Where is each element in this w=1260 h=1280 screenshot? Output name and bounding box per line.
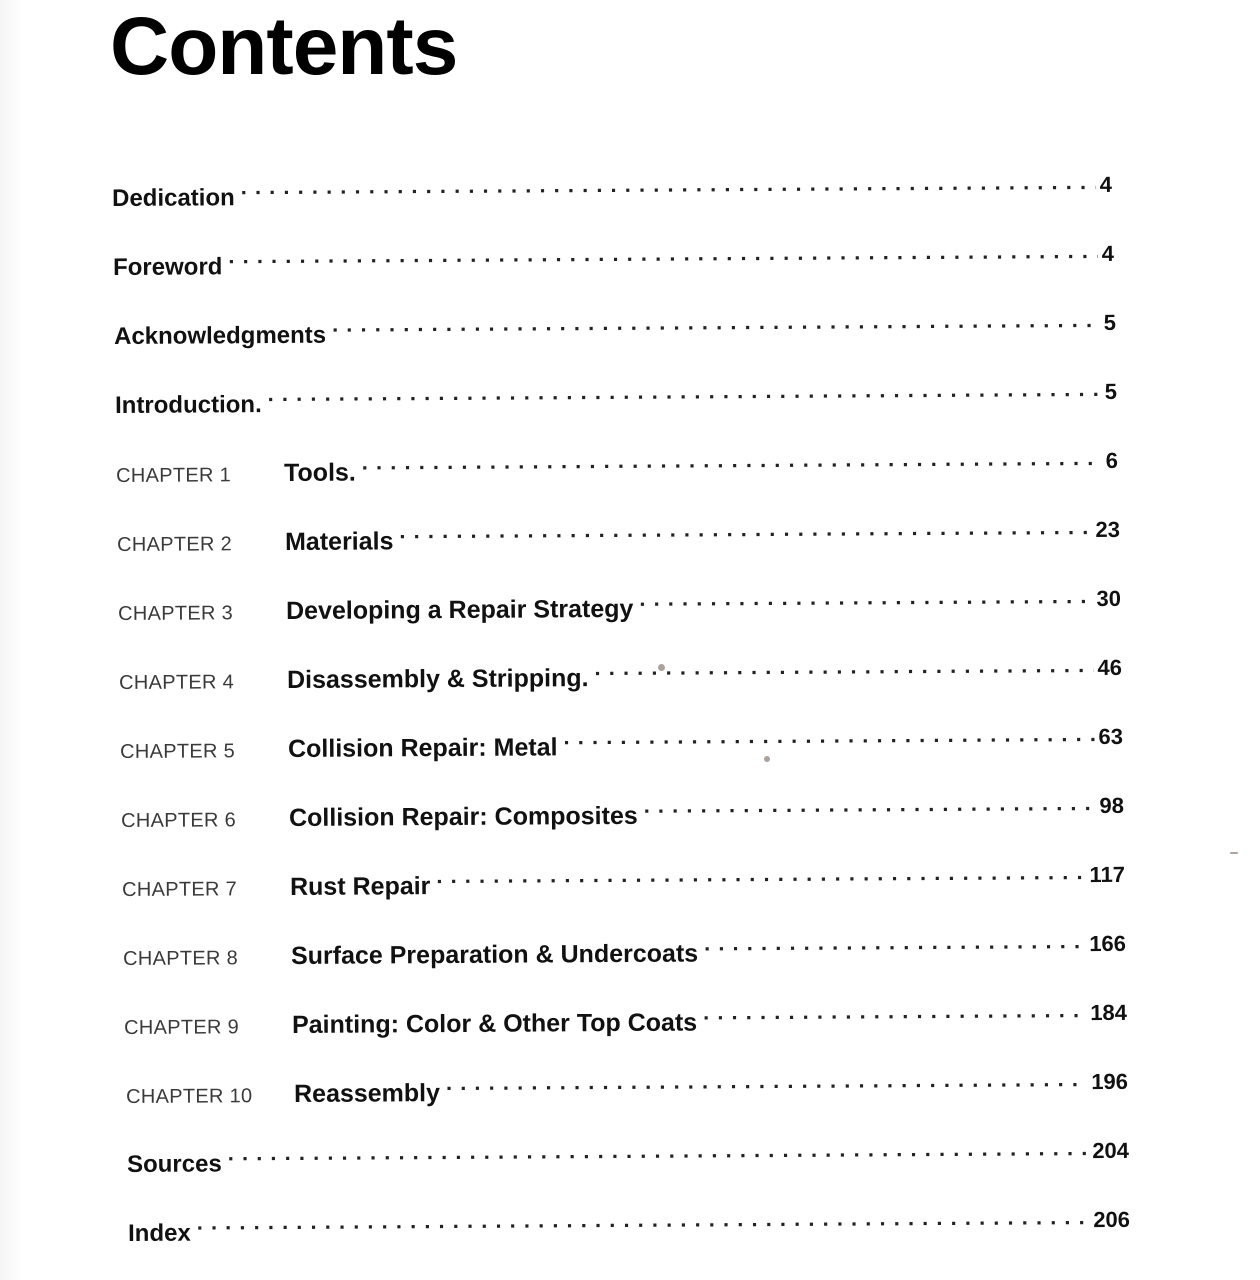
dot-leader xyxy=(446,1061,1088,1101)
toc-chapter-9 xyxy=(124,992,1128,1039)
chapter-title: Collision Repair: Composites xyxy=(288,801,638,832)
toc-page-number: 4 xyxy=(1099,171,1113,197)
toc-entry-introduction xyxy=(114,371,1118,419)
chapter-number-label: CHAPTER 2 xyxy=(117,533,233,556)
dot-leader xyxy=(436,854,1085,894)
chapter-title: Reassembly xyxy=(293,1079,441,1108)
toc-entry-label: Index xyxy=(127,1219,191,1247)
toc-page-number: 46 xyxy=(1097,654,1123,681)
chapter-title: Developing a Repair Strategy xyxy=(285,594,634,625)
scan-speck xyxy=(658,664,665,671)
dot-leader xyxy=(362,440,1102,481)
toc-entry-label: Dedication xyxy=(111,184,235,212)
dot-leader xyxy=(228,233,1098,274)
toc-page-number: 5 xyxy=(1103,309,1117,335)
toc-chapter-10 xyxy=(126,1061,1129,1108)
toc-chapter-5 xyxy=(120,716,1124,763)
scan-speck xyxy=(764,756,770,762)
toc-chapter-2 xyxy=(117,509,1121,556)
chapter-title: Tools. xyxy=(283,458,356,487)
dot-leader xyxy=(332,302,1100,343)
toc-page-number: 166 xyxy=(1089,930,1127,957)
toc-page-number: 196 xyxy=(1091,1068,1129,1095)
chapter-number-label: CHAPTER 5 xyxy=(120,740,236,763)
toc-entry-acknowledgments xyxy=(113,302,1117,350)
page-title: Contents xyxy=(110,1,458,92)
chapter-number-label: CHAPTER 10 xyxy=(126,1085,253,1108)
toc-entry-label: Introduction. xyxy=(114,391,262,419)
toc-page-number: 23 xyxy=(1095,516,1121,543)
toc-chapter-8 xyxy=(123,923,1127,970)
chapter-title: Rust Repair xyxy=(289,872,431,901)
dot-leader xyxy=(704,923,1085,961)
dot-leader xyxy=(197,1199,1090,1240)
chapter-title: Materials xyxy=(284,527,394,556)
toc-chapter-3 xyxy=(118,578,1122,625)
toc-page-number: 204 xyxy=(1092,1137,1130,1164)
toc-page-number: 98 xyxy=(1099,792,1125,819)
toc-entry-label: Foreword xyxy=(112,253,223,281)
dot-leader xyxy=(563,716,1094,755)
chapter-number-label: CHAPTER 8 xyxy=(123,947,239,970)
chapter-title: Collision Repair: Metal xyxy=(287,733,558,763)
chapter-title: Painting: Color & Other Top Coats xyxy=(291,1008,698,1039)
chapter-number-label: CHAPTER 6 xyxy=(121,809,237,832)
chapter-number-label: CHAPTER 4 xyxy=(119,671,235,694)
toc-chapter-7 xyxy=(122,854,1126,901)
toc-page-number: 117 xyxy=(1089,861,1126,888)
toc-chapter-4 xyxy=(119,647,1123,694)
toc-entry-sources xyxy=(126,1130,1130,1178)
dot-leader xyxy=(399,509,1091,549)
dot-leader xyxy=(639,578,1092,617)
dot-leader xyxy=(268,371,1101,412)
toc-entry-label: Sources xyxy=(126,1150,222,1178)
dot-leader xyxy=(228,1130,1089,1171)
toc-page-number: 30 xyxy=(1096,585,1122,612)
toc-chapter-6 xyxy=(121,785,1125,832)
chapter-number-label: CHAPTER 1 xyxy=(116,464,232,487)
toc-entry-foreword xyxy=(112,233,1115,281)
chapter-number-label: CHAPTER 3 xyxy=(118,602,234,625)
chapter-number-label: CHAPTER 9 xyxy=(124,1016,240,1039)
dot-leader xyxy=(241,164,1096,205)
scan-speck xyxy=(1230,852,1238,854)
toc-page-number: 184 xyxy=(1090,999,1128,1026)
chapter-title: Disassembly & Stripping. xyxy=(286,664,589,694)
toc-chapter-1 xyxy=(116,440,1119,487)
toc-page-number: 206 xyxy=(1093,1206,1131,1233)
chapter-number-label: CHAPTER 7 xyxy=(122,878,238,901)
dot-leader xyxy=(594,647,1093,686)
toc-page-number: 4 xyxy=(1101,240,1115,266)
chapter-title: Surface Preparation & Undercoats xyxy=(290,939,699,970)
toc-page-number: 6 xyxy=(1105,447,1119,473)
toc-page-number: 63 xyxy=(1098,723,1124,750)
toc-entry-index xyxy=(127,1199,1131,1247)
dot-leader xyxy=(644,785,1096,824)
toc-entry-dedication xyxy=(111,164,1113,212)
toc-page-number: 5 xyxy=(1104,378,1118,404)
toc-entry-label: Acknowledgments xyxy=(113,321,327,350)
dot-leader xyxy=(703,992,1086,1030)
